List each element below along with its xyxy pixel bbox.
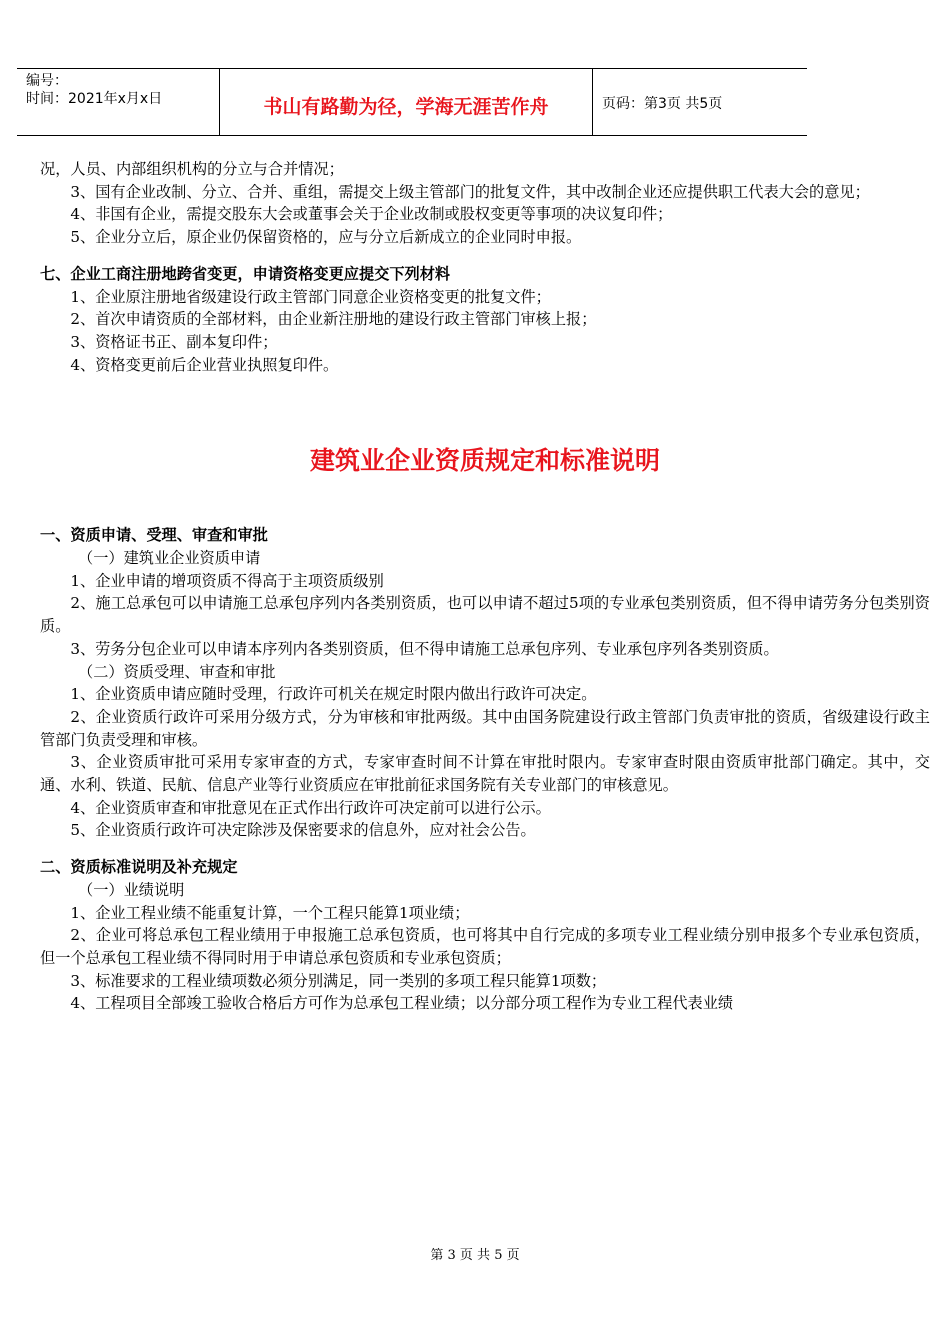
paragraph: 况，人员、内部组织机构的分立与合并情况；: [40, 160, 344, 178]
list-item: 2、首次申请资质的全部材料，由企业新注册地的建设行政主管部门审核上报；: [70, 310, 597, 329]
page-footer: 第 3 页 共 5 页: [430, 1248, 520, 1263]
list-item: 1、企业工程业绩不能重复计算，一个工程只能算1项业绩；: [70, 903, 470, 922]
list-item: 2、施工总承包可以申请施工总承包序列内各类别资质，也可以申请不超过5项的专业承包类别资质，但不得申请劳务分包类别资质。: [40, 594, 930, 636]
list-item: 3、劳务分包企业可以申请本序列内各类别资质，但不得申请施工总承包序列、专业承包序列各类别资质。: [70, 639, 779, 658]
list-item: 1、企业资质申请应随时受理，行政许可机关在规定时限内做出行政许可决定。: [70, 685, 597, 704]
header-number-label: 编号：: [26, 73, 68, 89]
list-item: 4、工程项目全部竣工验收合格后方可作为总承包工程业绩；以分部分项工程作为专业工程代表业绩: [70, 994, 734, 1013]
list-item: 2、企业可将总承包工程业绩用于申报施工总承包资质，也可将其中自行完成的多项专业工程业绩分别申报多个专业承包资质，但一个总承包工程业绩不得同时用于申请总承包资质和专业承包资质；: [40, 926, 930, 967]
header-motto: 书山有路勤为径，学海无涯苦作舟: [263, 96, 549, 118]
list-item: 4、资格变更前后企业营业执照复印件。: [70, 355, 339, 374]
section-heading: 二、资质标准说明及补充规定: [40, 858, 238, 877]
paragraph: 5、企业分立后，原企业仍保留资格的，应与分立后新成立的企业同时申报。: [70, 228, 582, 247]
list-item: 2、企业资质行政许可采用分级方式，分为审核和审批两级。其中由国务院建设行政主管部门负责审批的资质，省级建设行政主管部门负责受理和审核。: [40, 707, 930, 749]
list-item: 4、企业资质审查和审批意见在正式作出行政许可决定前可以进行公示。: [70, 798, 551, 817]
header-time-label: 时间：2021年x月x日: [26, 91, 163, 107]
section-heading: 七、企业工商注册地跨省变更，申请资格变更应提交下列材料: [40, 264, 451, 283]
subsection-heading: （一）业绩说明: [78, 880, 185, 899]
header-top-border: [17, 68, 807, 69]
header-divider-right: [592, 68, 593, 136]
header-bottom-border: [17, 135, 807, 136]
subsection-heading: （一）建筑业企业资质申请: [78, 549, 261, 568]
header-page-label: 页码：第3页 共5页: [602, 96, 723, 112]
subsection-heading: （二）资质受理、审查和审批: [78, 662, 276, 681]
list-item: 3、企业资质审批可采用专家审查的方式，专家审查时间不计算在审批时限内。专家审查时限由资质审批部门确定。其中，交通、水利、铁道、民航、信息产业等行业资质应在审批前征求国务院有关专业部门的审核意见。: [40, 753, 930, 795]
paragraph: 4、非国有企业，需提交股东大会或董事会关于企业改制或股权变更等事项的决议复印件；: [70, 205, 673, 224]
section-heading: 一、资质申请、受理、审查和审批: [40, 526, 268, 545]
list-item: 3、资格证书正、副本复印件；: [70, 332, 278, 351]
list-item: 5、企业资质行政许可决定除涉及保密要求的信息外，应对社会公告。: [70, 821, 536, 840]
list-item: 1、企业申请的增项资质不得高于主项资质级别: [70, 571, 384, 590]
list-item: 3、标准要求的工程业绩项数必须分别满足，同一类别的多项工程只能算1项数；: [70, 971, 607, 990]
paragraph: 3、国有企业改制、分立、合并、重组，需提交上级主管部门的批复文件，其中改制企业还应提供职工代表大会的意见；: [70, 182, 870, 201]
list-item: 1、企业原注册地省级建设行政主管部门同意企业资格变更的批复文件；: [70, 287, 551, 306]
document-title: 建筑业企业资质规定和标准说明: [309, 446, 660, 476]
document-body: [40, 158, 930, 1015]
